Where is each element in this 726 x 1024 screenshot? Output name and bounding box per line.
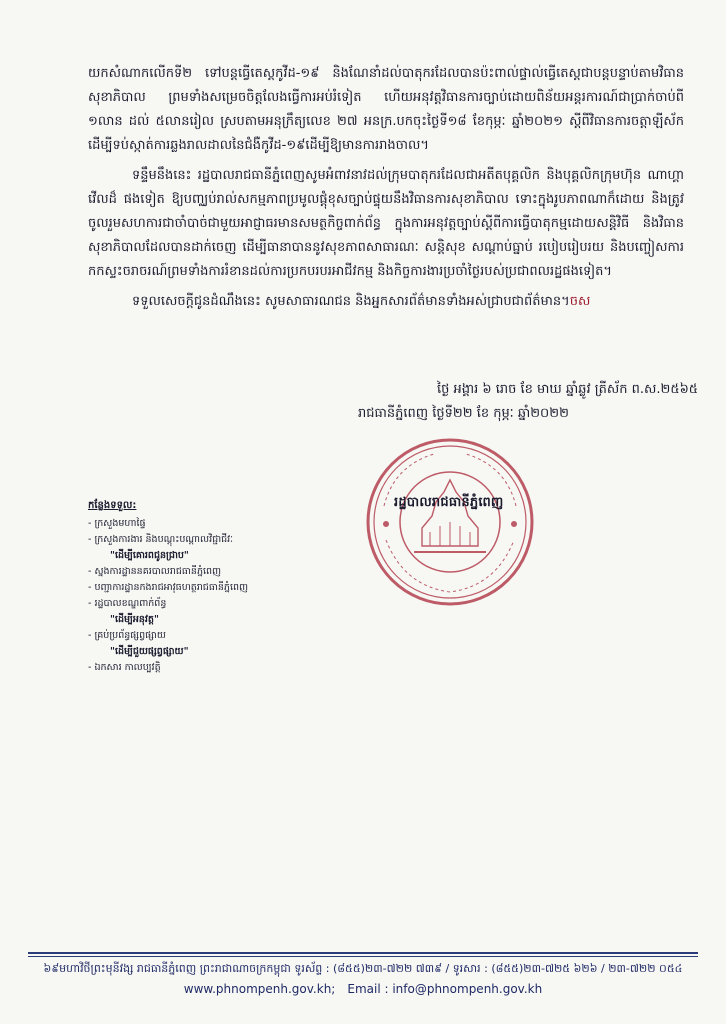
official-seal [364, 436, 536, 608]
paragraph-1: យកសំណាកលើកទី២ ទៅបន្ត​ធ្វើតេស្តកូវីដ-១៩ និងណែនាំដល់បាតុករដែលបានប៉ះពាល់ផ្ទាល់ធ្វើតេស្ត​ជាបន្តបន្ទាប់តាមវិធានសុខាភិបាល ព្រមទាំងសម្រេចចិត្តលែងធ្វើការអប់រំទៀត ហើយអនុវត្តវិធានការច្បាប់​ដោយពិន័យអន្តរការណ៍ជាប្រាក់ចាប់ពី ១លាន ដល់ ៥លានរៀល ស្របតាមអនុក្រឹត្យលេខ ២៧ អនក្រ.បក​ចុះថ្ងៃទី១៨ ខែកុម្ភៈ ឆ្នាំ២០២១ ស្តីពីវិធានការចត្តាឡីស័កដើម្បីទប់ស្កាត់ការឆ្លងរាលដាលនៃជំងឺកូវីដ-១៩​ដើម្បីឱ្យមានការរាងចាល។ [88, 66, 684, 153]
recipient-item: - ក្រសួងមហាផ្ទៃ [88, 518, 146, 529]
signer-name: រដ្ឋបាលរាជធានីភ្នំពេញ [394, 495, 504, 510]
recipient-purpose: "ដើម្បីជួយផ្សព្វផ្សាយ" [110, 646, 189, 657]
footer-address: ៦៩មហាវិថីព្រះមុនីវង្ស រាជធានីភ្នំពេញ ព្រះរាជាណាចក្រកម្ពុជា ទូរស័ព្ទ : (៨៥៥)២៣-៧២២ ៧៣៩ / ទូរសារ : (៨៥៥)២៣-៧២៥ ៦២៦ / ២៣-៧២២ ០៥៤ [43, 962, 683, 975]
website-link[interactable]: www.phnompenh.gov.kh; [183, 982, 336, 996]
recipient-item: - ក្រសួងការងារ និងបណ្តុះបណ្តាលវិជ្ជាជីវៈ [88, 534, 234, 545]
seal-graphic [364, 436, 536, 608]
recipient-item: - រដ្ឋបាលខណ្ឌពាក់ព័ន្ធ [88, 598, 167, 609]
recipients-heading: កន្លែងទទួល: [88, 500, 137, 511]
paragraph-3 [88, 290, 684, 314]
recipient-item: - គ្រប់ប្រព័ន្ធផ្សព្វផ្សាយ [88, 630, 166, 641]
footer-contact [28, 982, 698, 996]
recipient-item: - ឯកសារ កាលប្បវត្តិ [88, 662, 161, 673]
end-mark: ចស [569, 294, 591, 309]
body-text [88, 62, 684, 314]
solar-date: រាជធានីភ្នំពេញ ថ្ងៃទី២២ ខែ កុម្ភៈ ឆ្នាំ២០២២ [358, 406, 569, 421]
lunar-date: ថ្ងៃ អង្គារ ៦ រោច ខែ មាឃ ឆ្នាំឆ្លូវ ត្រីស័ក ព.ស.២៥៦៥ [436, 382, 698, 397]
recipient-purpose: "ដើម្បីគោរពជូនជ្រាប" [110, 550, 189, 561]
recipient-purpose: "ដើម្បីអនុវត្ត" [110, 614, 159, 625]
email-link[interactable]: Email : info@phnompenh.gov.kh [347, 982, 543, 996]
paragraph-2: ទន្ទឹមនឹងនេះ រដ្ឋបាលរាជធានីភ្នំពេញសូមអំពាវនាវដល់ក្រុមបាតុករដែលជាអតីតបុគ្គលិក និង​បុគ្គលិកក្រុមហ៊ុន ណាហ្គា វើលដ៏ ផងទៀត ឱ្យបញ្ឈប់រាល់សកម្មភាពប្រមូលផ្តុំខុសច្បាប់ផ្ទុយនឹងវិធានការ​សុខាភិបាល ទោះក្នុងរូបភាពណាក៏ដោយ និងត្រូវចូលរួមសហការជាចាំបាច់ជាមួយអាជ្ញាធរមានសមត្ថកិច្ច​ពាក់ព័ន្ធ ក្នុងការអនុវត្តច្បាប់ស្តីពីការធ្វើបាតុកម្មដោយសន្តិវិធី និងវិធានសុខាភិបាលដែលបានដាក់ចេញ ដើម្បី​ធានាបាននូវសុខភាពសាធារណៈ សន្តិសុខ សណ្តាប់ធ្នាប់ របៀបរៀបរយ និងបញ្ចៀសការកកស្ទះចរាចរណ៍​ព្រមទាំងការរំខានដល់ការប្រកបរបរអាជីវកម្ម និងកិច្ចការងារប្រចាំថ្ងៃរបស់ប្រជាពលរដ្ឋផងទៀត។ [88, 168, 684, 279]
paragraph-3-text: ទទួលសេចក្តីជូនដំណឹងនេះ សូមសាធារណជន និងអ្នកសារព័ត៌មានទាំងអស់ជ្រាបជាព័ត៌មាន។ [132, 294, 570, 309]
recipient-item: - ស្នងការដ្ឋាននគរបាលរាជធានីភ្នំពេញ [88, 566, 222, 577]
footer-divider-thin [28, 956, 698, 957]
recipient-item: - បញ្ជាការដ្ឋានកងរាជអាវុធហត្ថរាជធានីភ្នំពេញ [88, 582, 249, 593]
recipients-list [88, 498, 338, 676]
date-block [318, 378, 698, 426]
footer-divider [28, 952, 698, 954]
